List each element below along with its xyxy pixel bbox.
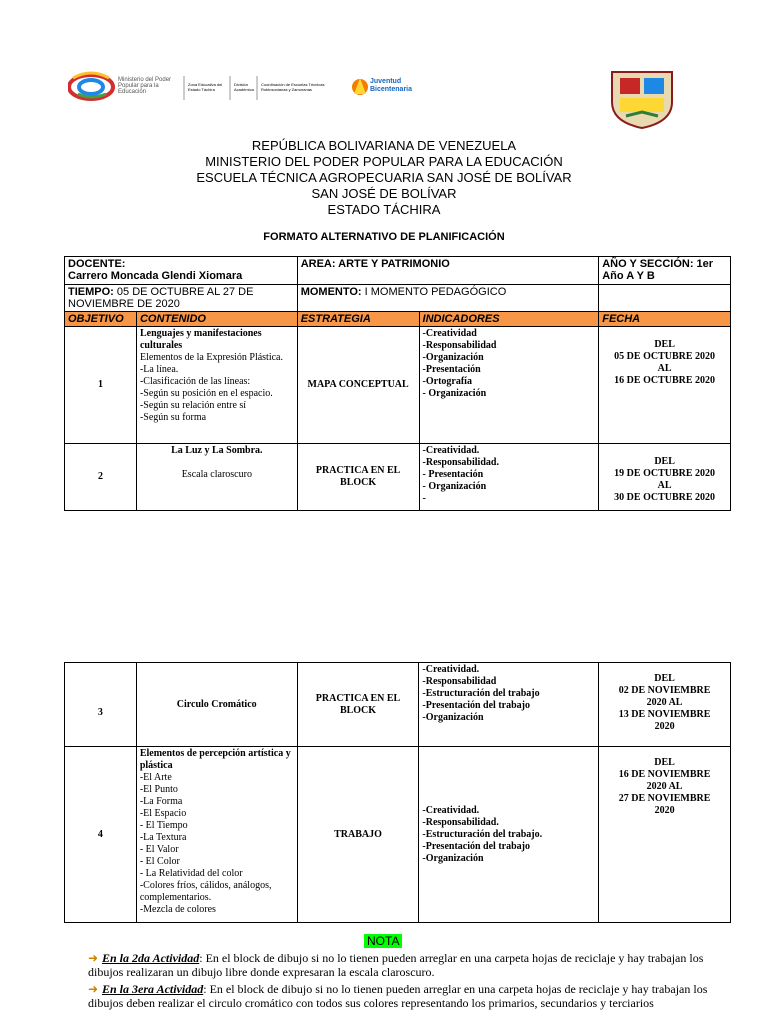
- contenido-line: Elementos de la Expresión Plástica.: [139, 352, 283, 363]
- contenido-line: - La Relatividad del color: [139, 868, 243, 879]
- col-header-estrategia: ESTRATEGIA: [297, 312, 419, 327]
- table-row: [65, 663, 731, 747]
- header-line-estado: ESTADO TÁCHIRA: [327, 202, 441, 217]
- coordinacion-text: Coordinación de Escuelas Técnicas Robinsonianas y Zamoranas: [261, 82, 325, 92]
- objetivo-cell: 2: [65, 444, 137, 511]
- indicadores-cell: [419, 327, 599, 444]
- anio-seccion-cell: AÑO Y SECCIÓN: 1er Año A Y B: [599, 257, 731, 285]
- arrow-bullet-icon: ➜: [88, 951, 99, 965]
- objetivo-cell: 1: [65, 327, 137, 444]
- fecha-cell: [599, 663, 731, 747]
- fecha-cell: [599, 327, 731, 444]
- column-header-row: [65, 312, 731, 327]
- area-cell: AREA: ARTE Y PATRIMONIO: [297, 257, 599, 285]
- contenido-line: -La Textura: [139, 832, 187, 843]
- juventud-logo-text: Juventud Bicentenaria: [370, 78, 413, 93]
- contenido-line: -La línea.: [139, 364, 179, 375]
- indicador-item: - Presentación: [422, 469, 484, 480]
- contenido-title: Lenguajes y manifestaciones culturales: [139, 328, 262, 351]
- contenido-line: -Según su forma: [139, 412, 207, 423]
- contenido-line: - El Color: [139, 856, 180, 867]
- indicador-item: -Presentación del trabajo: [422, 840, 530, 852]
- indicador-item: -Responsabilidad.: [422, 457, 499, 468]
- contenido-title: Circulo Cromático: [176, 698, 257, 710]
- indicador-item: -Responsabilidad.: [422, 816, 499, 828]
- table-row: [65, 747, 731, 923]
- fecha-line: 05 DE OCTUBRE 2020: [614, 351, 716, 362]
- table-row: [65, 327, 731, 444]
- docente-cell: [65, 257, 298, 285]
- nota-item-label: En la 2da Actividad: [102, 951, 200, 965]
- ministry-logo-bar: [68, 70, 413, 104]
- info-row-tiempo: [65, 285, 731, 312]
- contenido-line: -Según su relación entre sí: [139, 400, 247, 411]
- estrategia-cell: PRACTICA EN EL BLOCK: [297, 663, 419, 747]
- contenido-line: -El Arte: [139, 772, 172, 783]
- contenido-line: Escala claroscuro: [181, 469, 252, 480]
- contenido-line: - El Valor: [139, 844, 179, 855]
- fecha-line: 16 DE OCTUBRE 2020: [614, 375, 716, 386]
- indicador-item: -Creatividad.: [422, 664, 480, 675]
- indicador-item: -Organización: [422, 712, 484, 723]
- col-header-objetivo: OBJETIVO: [65, 312, 137, 327]
- contenido-title: Elementos de percepción artística y plástica: [139, 748, 291, 771]
- contenido-cell: [136, 444, 297, 511]
- indicador-item: -Presentación: [422, 364, 481, 375]
- fecha-line: DEL: [654, 456, 675, 467]
- header-line-ciudad: SAN JOSÉ DE BOLÍVAR: [311, 186, 457, 201]
- indicadores-cell: [419, 663, 599, 747]
- indicador-item: - Organización: [422, 388, 487, 399]
- school-crest-logo: [604, 68, 680, 130]
- contenido-line: -El Espacio: [139, 808, 187, 819]
- fecha-line: 02 DE NOVIEMBRE: [618, 685, 711, 696]
- indicador-item: -Organización: [422, 852, 484, 864]
- contenido-line: -Según su posición en el espacio.: [139, 388, 273, 399]
- fecha-line: DEL: [654, 339, 675, 350]
- nota-item-text: : En el block de dibujo si no lo tienen pueden arreglar en una carpeta hojas de reciclaje y hay trabajan los dibujos deben realizar el circulo cromático con todos sus colores representando los primarios, secundarios y terciarios: [88, 982, 708, 1010]
- contenido-line: -Clasificación de las líneas:: [139, 376, 251, 387]
- contenido-cell: [136, 663, 297, 747]
- momento-label: MOMENTO:: [300, 286, 362, 298]
- indicador-item: -Organización: [422, 352, 484, 363]
- momento-cell: [297, 285, 599, 312]
- contenido-title: La Luz y La Sombra.: [171, 445, 263, 456]
- fecha-line: DEL: [654, 673, 675, 684]
- fecha-line: AL: [657, 363, 672, 374]
- header-line-escuela: ESCUELA TÉCNICA AGROPECUARIA SAN JOSÉ DE BOLÍVAR: [196, 170, 572, 185]
- indicador-item: -Presentación del trabajo: [422, 700, 530, 711]
- fecha-line: 13 DE NOVIEMBRE: [618, 709, 711, 720]
- fecha-cell: [599, 444, 731, 511]
- contenido-cell: [136, 327, 297, 444]
- indicador-item: -: [422, 493, 426, 504]
- empty-cell: [599, 285, 731, 312]
- ministry-logo-text: Ministerio del Poder Popular para la Educación: [118, 77, 172, 95]
- indicador-item: -Responsabilidad: [422, 676, 497, 687]
- nota-item: [88, 951, 738, 979]
- fecha-line: 19 DE OCTUBRE 2020: [614, 468, 716, 479]
- planning-table-top: [64, 256, 731, 511]
- tiempo-value: 05 DE OCTUBRE AL 27 DE NOVIEMBRE DE 2020: [68, 286, 254, 310]
- header-line-republica: REPÚBLICA BOLIVARIANA DE VENEZUELA: [251, 138, 517, 153]
- indicadores-cell: [419, 747, 599, 923]
- crest-icon: [604, 68, 680, 130]
- momento-value: I MOMENTO PEDAGÓGICO: [364, 286, 507, 298]
- estrategia-cell: MAPA CONCEPTUAL: [297, 327, 419, 444]
- contenido-line: - El Tiempo: [139, 820, 188, 831]
- indicador-item: -Responsabilidad: [422, 340, 497, 351]
- indicador-item: -Creatividad.: [422, 445, 480, 456]
- info-row-docente: [65, 257, 731, 285]
- col-header-indicadores: INDICADORES: [419, 312, 599, 327]
- indicador-item: -Creatividad: [422, 328, 477, 339]
- fecha-cell: [599, 747, 731, 923]
- contenido-line: -La Forma: [139, 796, 183, 807]
- objetivo-cell: 3: [65, 663, 137, 747]
- tiempo-label: TIEMPO:: [68, 286, 114, 298]
- col-header-contenido: CONTENIDO: [136, 312, 297, 327]
- fecha-line: 2020 AL: [646, 781, 683, 792]
- contenido-cell: [136, 747, 297, 923]
- indicador-item: -Ortografía: [422, 376, 472, 387]
- fecha-line: 16 DE NOVIEMBRE: [618, 769, 711, 780]
- division-academica-text: División Académica: [234, 82, 254, 92]
- table-row: [65, 444, 731, 511]
- planning-table-bottom: [64, 662, 731, 923]
- indicador-item: -Estructuración del trabajo: [422, 688, 540, 699]
- nota-item-text: : En el block de dibujo si no lo tienen pueden arreglar en una carpeta hojas de reciclaje y hay trabajan los dibujos realizaran un dibujo libre donde expresaran la escala claroscuro.: [88, 951, 704, 979]
- fecha-line: 2020: [654, 805, 675, 816]
- nota-item-label: En la 3era Actividad: [102, 982, 204, 996]
- indicador-item: - Organización: [422, 481, 487, 492]
- col-header-fecha: FECHA: [599, 312, 731, 327]
- fecha-line: 2020: [654, 721, 675, 732]
- fecha-line: 27 DE NOVIEMBRE: [618, 793, 711, 804]
- tiempo-cell: [65, 285, 298, 312]
- header-line-ministerio: MINISTERIO DEL PODER POPULAR PARA LA EDUCACIÓN: [205, 154, 563, 169]
- objetivo-cell: 4: [65, 747, 137, 923]
- fecha-line: DEL: [654, 757, 675, 768]
- docente-name: Carrero Moncada Glendi Xiomara: [68, 270, 243, 282]
- contenido-line: -Colores fríos, cálidos, análogos, complementarios.: [139, 880, 272, 903]
- estrategia-cell: PRACTICA EN EL BLOCK: [297, 444, 419, 511]
- estrategia-cell: TRABAJO: [297, 747, 419, 923]
- docente-label: DOCENTE:: [68, 258, 126, 270]
- zona-educativa-text: Zona Educativa del Estado Táchira: [188, 82, 223, 92]
- fecha-line: AL: [657, 480, 672, 491]
- indicadores-cell: [419, 444, 599, 511]
- fecha-line: 2020 AL: [646, 697, 683, 708]
- indicador-item: -Estructuración del trabajo.: [422, 828, 543, 840]
- form-title: FORMATO ALTERNATIVO DE PLANIFICACIÓN: [263, 231, 505, 243]
- nota-label: NOTA: [364, 934, 402, 948]
- arrow-bullet-icon: ➜: [88, 982, 99, 996]
- indicador-item: -Creatividad.: [422, 804, 480, 816]
- nota-item: [88, 982, 738, 1010]
- contenido-line: -Mezcla de colores: [139, 904, 216, 915]
- contenido-line: -El Punto: [139, 784, 178, 795]
- fecha-line: 30 DE OCTUBRE 2020: [614, 492, 716, 503]
